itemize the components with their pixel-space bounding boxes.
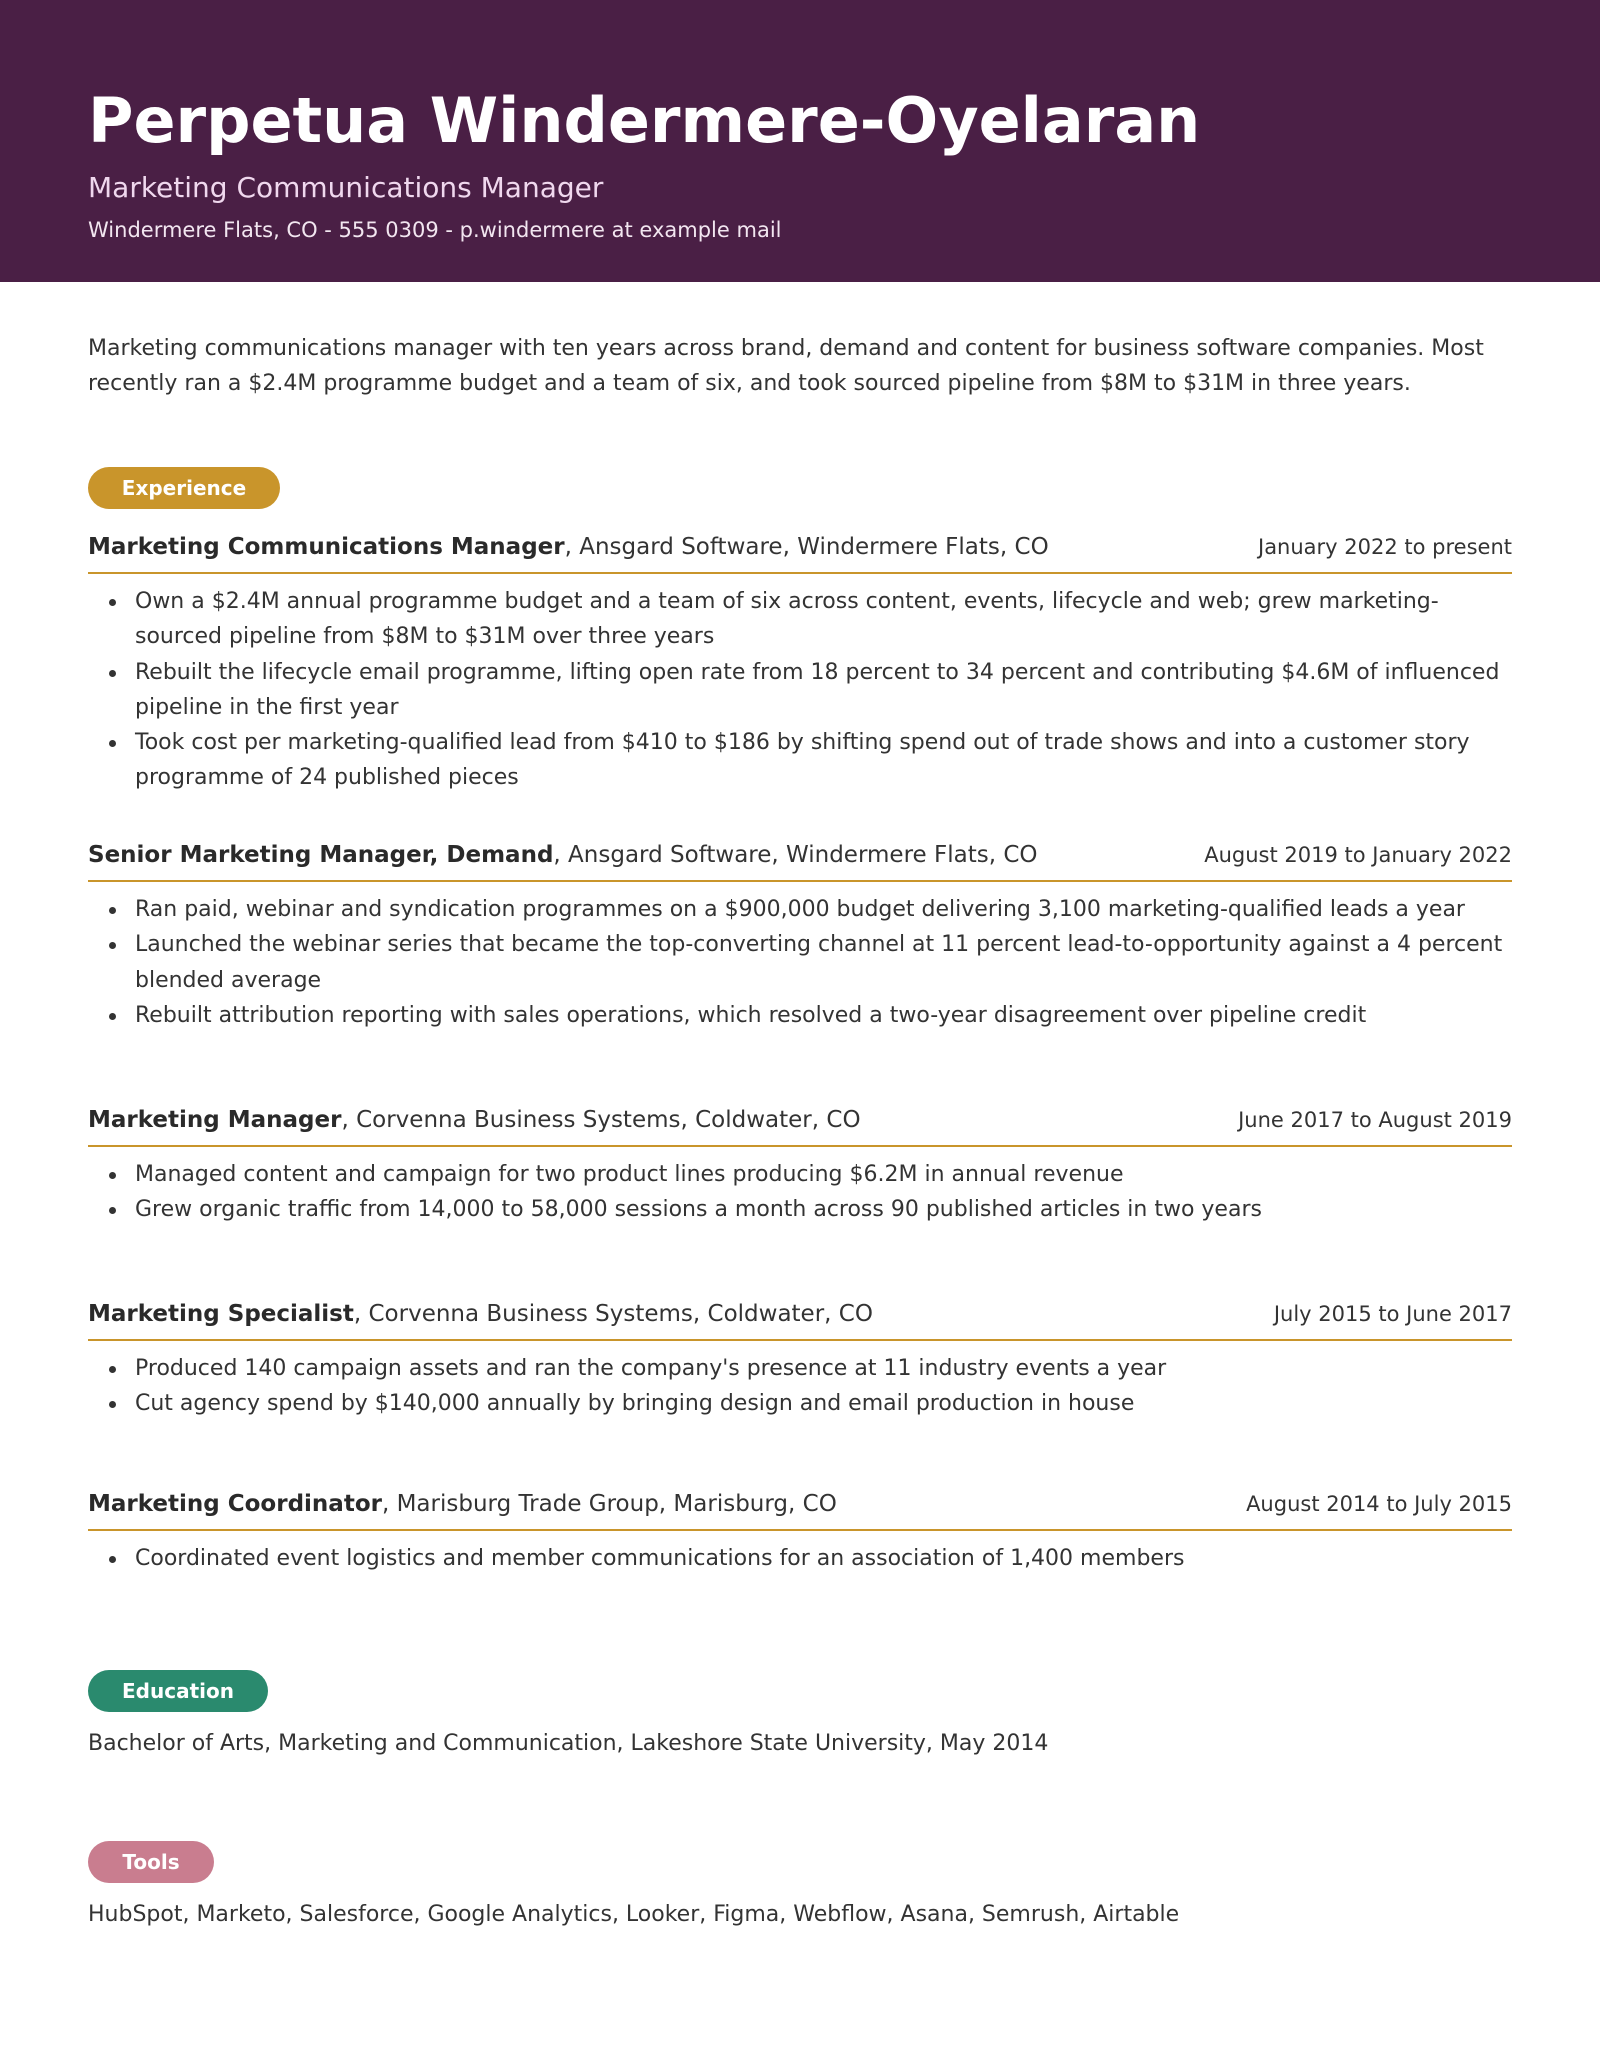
job-header <box>88 530 1512 574</box>
job-bullet: Launched the webinar series that became the top-converting channel at 11 percent lead-to-opportunity against a 4 percent blended average <box>135 927 1512 998</box>
summary-paragraph: Marketing communications manager with ten years across brand, demand and content for business software companies. Most recently ran a $2.4M programme budget and a team of six, and took sourced pipeline from $8M to $31M in three years. <box>88 336 1484 396</box>
job-title: Senior Marketing Manager, Demand <box>88 842 554 868</box>
job-organization: , Marisburg Trade Group, Marisburg, CO <box>381 1491 837 1517</box>
job-dates: June 2017 to August 2019 <box>1238 1108 1512 1132</box>
job-bullet: Ran paid, webinar and syndication programmes on a $900,000 budget delivering 3,100 marketing-qualified leads a year <box>135 892 1512 927</box>
job-header <box>88 838 1512 882</box>
job-title: Marketing Coordinator <box>88 1491 382 1517</box>
candidate-name: Perpetua Windermere-Oyelaran <box>88 84 1201 157</box>
job-bullet: Cut agency spend by $140,000 annually by bringing design and email production in house <box>135 1386 1512 1421</box>
job-title: Marketing Manager <box>88 1107 342 1133</box>
education-section-badge: Education <box>88 1670 268 1712</box>
job-entry <box>88 1297 1512 1422</box>
job-organization: , Corvenna Business Systems, Coldwater, CO <box>353 1301 873 1327</box>
tools-section-badge: Tools <box>88 1841 214 1883</box>
job-bullets <box>88 1351 1512 1422</box>
job-bullets <box>88 584 1512 796</box>
job-dates: July 2015 to June 2017 <box>1273 1302 1512 1326</box>
job-dates: January 2022 to present <box>1258 535 1512 559</box>
job-entry <box>88 1103 1512 1228</box>
job-header <box>88 1487 1512 1531</box>
candidate-role: Marketing Communications Manager <box>88 171 604 204</box>
job-organization: , Corvenna Business Systems, Coldwater, CO <box>341 1107 861 1133</box>
job-bullet: Produced 140 campaign assets and ran the company's presence at 11 industry events a year <box>135 1351 1512 1386</box>
job-dates: August 2014 to July 2015 <box>1246 1492 1512 1516</box>
job-dates: August 2019 to January 2022 <box>1204 843 1512 867</box>
job-header <box>88 1297 1512 1341</box>
job-organization: , Ansgard Software, Windermere Flats, CO <box>553 842 1038 868</box>
job-bullet: Rebuilt the lifecycle email programme, lifting open rate from 18 percent to 34 percent and contributing $4.6M of influenced pipeline in the first year <box>135 655 1512 726</box>
job-header <box>88 1103 1512 1147</box>
job-bullets <box>88 892 1512 1033</box>
job-entry <box>88 530 1512 796</box>
tools-list: HubSpot, Marketo, Salesforce, Google Analytics, Looker, Figma, Webflow, Asana, Semrush, Airtable <box>88 1902 1180 1927</box>
job-entry <box>88 838 1512 1033</box>
experience-section-badge: Experience <box>88 467 280 509</box>
job-bullet: Took cost per marketing-qualified lead from $410 to $186 by shifting spend out of trade shows and into a customer story programme of 24 published pieces <box>135 725 1512 796</box>
job-bullet: Managed content and campaign for two product lines producing $6.2M in annual revenue <box>135 1157 1512 1192</box>
education-entry: Bachelor of Arts, Marketing and Communication, Lakeshore State University, May 2014 <box>88 1731 1049 1756</box>
job-bullets <box>88 1157 1512 1228</box>
resume-header <box>0 0 1600 282</box>
job-entry <box>88 1487 1512 1576</box>
job-bullet: Rebuilt attribution reporting with sales operations, which resolved a two-year disagreement over pipeline credit <box>135 998 1512 1033</box>
job-bullets <box>88 1541 1512 1576</box>
job-organization: , Ansgard Software, Windermere Flats, CO <box>564 534 1049 560</box>
job-bullet: Own a $2.4M annual programme budget and a team of six across content, events, lifecycle and web; grew marketing-sourced pipeline from $8M to $31M over three years <box>135 584 1512 655</box>
job-title: Marketing Communications Manager <box>88 534 565 560</box>
contact-line: Windermere Flats, CO - 555 0309 - p.windermere at example mail <box>88 218 782 242</box>
job-bullet: Grew organic traffic from 14,000 to 58,000 sessions a month across 90 published articles in two years <box>135 1192 1512 1227</box>
job-bullet: Coordinated event logistics and member communications for an association of 1,400 members <box>135 1541 1512 1576</box>
job-title: Marketing Specialist <box>88 1301 354 1327</box>
